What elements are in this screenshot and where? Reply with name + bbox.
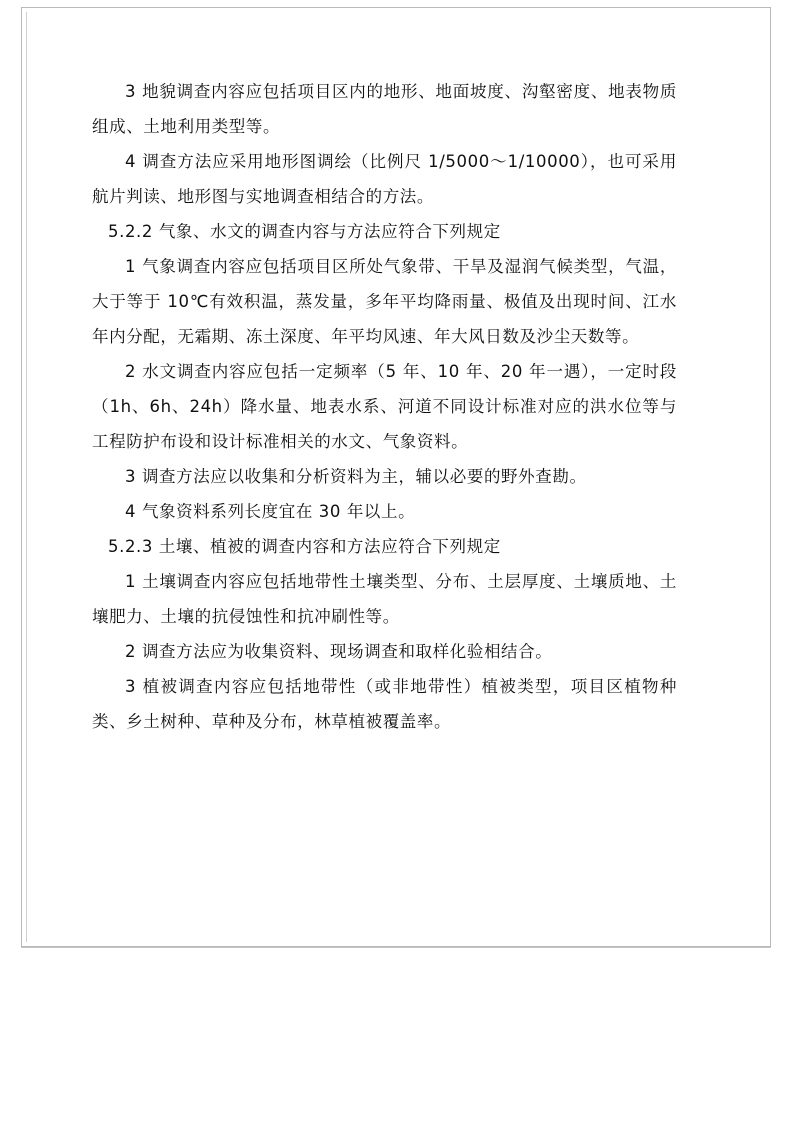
paragraph: 2 水文调查内容应包括一定频率（5 年、10 年、20 年一遇），一定时段（1h、6h、24h）降水量、地表水系、河道不同设计标准对应的洪水位等与工程防护布设和设计标准相关的水文、气象资料。 bbox=[92, 362, 677, 451]
paragraph: 2 调查方法应为收集资料、现场调查和取样化验相结合。 bbox=[125, 642, 553, 661]
paragraph: 3 调查方法应以收集和分析资料为主，辅以必要的野外查勘。 bbox=[125, 467, 587, 486]
section-heading: 5.2.3 土壤、植被的调查内容和方法应符合下列规定 bbox=[108, 537, 501, 556]
paragraph: 1 土壤调查内容应包括地带性土壤类型、分布、土层厚度、土壤质地、土壤肥力、土壤的抗侵蚀性和抗冲刷性等。 bbox=[92, 572, 677, 626]
section-heading: 5.2.2 气象、水文的调查内容与方法应符合下列规定 bbox=[108, 222, 501, 241]
paragraph: 1 气象调查内容应包括项目区所处气象带、干旱及湿润气候类型，气温，大于等于 10℃有效积温，蒸发量，多年平均降雨量、极值及出现时间、江水年内分配，无霜期、冻土深度、年平均风速、年大风日数及沙尘天数等。 bbox=[92, 257, 677, 346]
paragraph: 3 植被调查内容应包括地带性（或非地带性）植被类型，项目区植物种类、乡土树种、草种及分布，林草植被覆盖率。 bbox=[92, 677, 677, 731]
paragraph: 3 地貌调查内容应包括项目区内的地形、地面坡度、沟壑密度、地表物质组成、土地利用类型等。 bbox=[92, 82, 677, 136]
paragraph: 4 调查方法应采用地形图调绘（比例尺 1/5000～1/10000），也可采用航片判读、地形图与实地调查相结合的方法。 bbox=[92, 152, 677, 206]
paragraph: 4 气象资料系列长度宜在 30 年以上。 bbox=[125, 502, 416, 521]
page-body bbox=[92, 74, 677, 739]
page-bottom-rule bbox=[21, 947, 771, 948]
